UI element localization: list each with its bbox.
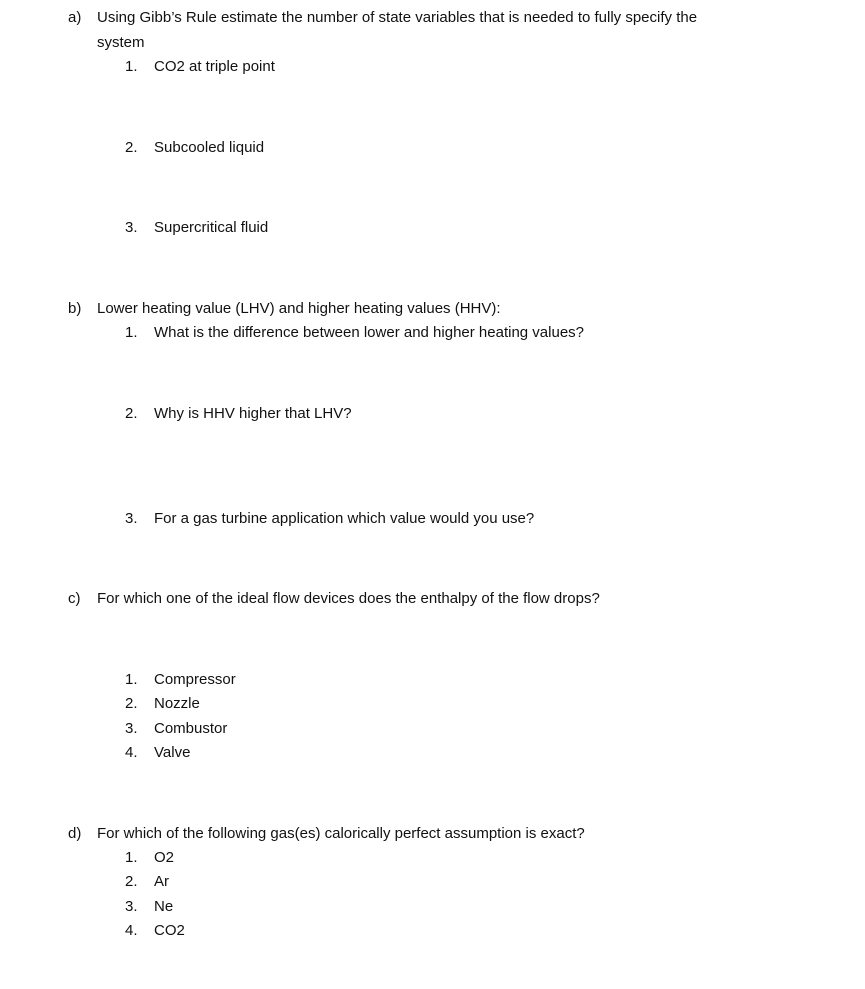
list-item-text: Compressor bbox=[154, 671, 236, 688]
question-a-text: Using Gibb’s Rule estimate the number of state variables that is needed to fully specify the bbox=[97, 9, 698, 26]
question-b-text: Lower heating value (LHV) and higher heating values (HHV): bbox=[97, 300, 501, 317]
list-item-number: 4. bbox=[125, 922, 138, 939]
question-d-text: For which of the following gas(es) calorically perfect assumption is exact? bbox=[97, 825, 585, 842]
list-item-number: 2. bbox=[125, 139, 138, 156]
list-item-number: 3. bbox=[125, 720, 138, 737]
list-item-text: Ne bbox=[154, 898, 174, 915]
list-item-number: 3. bbox=[125, 510, 138, 527]
list-item-text: CO2 bbox=[154, 922, 185, 939]
question-c-label: c) bbox=[68, 590, 81, 607]
list-item-number: 2. bbox=[125, 695, 138, 712]
list-item-text: Nozzle bbox=[154, 695, 200, 712]
list-item-number: 1. bbox=[125, 849, 138, 866]
list-item-number: 2. bbox=[125, 873, 138, 890]
list-item-text: O2 bbox=[154, 849, 175, 866]
question-c-text: For which one of the ideal flow devices does the enthalpy of the flow drops? bbox=[97, 590, 600, 607]
question-d-label: d) bbox=[68, 825, 82, 842]
list-item-text: CO2 at triple point bbox=[154, 58, 275, 75]
list-item-text: Ar bbox=[154, 873, 169, 890]
list-item-number: 3. bbox=[125, 898, 138, 915]
list-item-text: Subcooled liquid bbox=[154, 139, 265, 156]
list-item-text: For a gas turbine application which value would you use? bbox=[154, 510, 535, 527]
list-item-text: Valve bbox=[154, 744, 191, 761]
list-item-number: 4. bbox=[125, 744, 138, 761]
list-item-number: 2. bbox=[125, 405, 138, 422]
list-item-text: What is the difference between lower and higher heating values? bbox=[154, 324, 584, 341]
question-a-text-continued: system bbox=[97, 34, 145, 51]
question-b-label: b) bbox=[68, 300, 82, 317]
list-item-number: 1. bbox=[125, 324, 138, 341]
list-item-number: 1. bbox=[125, 58, 138, 75]
list-item-number: 3. bbox=[125, 219, 138, 236]
list-item-number: 1. bbox=[125, 671, 138, 688]
list-item-text: Combustor bbox=[154, 720, 228, 737]
list-item-text: Why is HHV higher that LHV? bbox=[154, 405, 352, 422]
question-a-label: a) bbox=[68, 9, 82, 26]
list-item-text: Supercritical fluid bbox=[154, 219, 269, 236]
